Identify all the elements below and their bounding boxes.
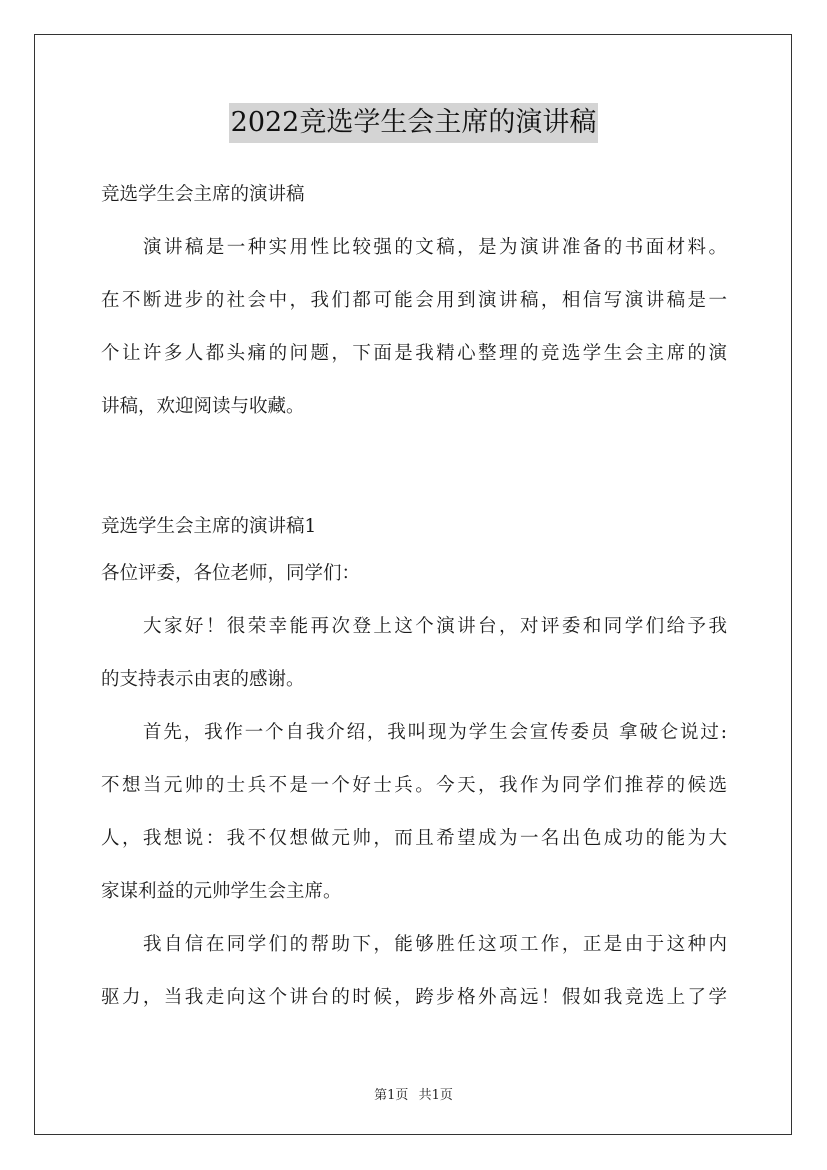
intro-line-4: 讲稿，欢迎阅读与收藏。 — [101, 396, 305, 417]
page-footer — [0, 1084, 827, 1103]
intro-line-3: 个让许多人都头痛的问题，下面是我精心整理的竞选学生会主席的演 — [101, 343, 727, 364]
document-title-wrapper — [0, 103, 827, 143]
page-number-current: 第1页 — [374, 1088, 409, 1103]
document-title: 2022竞选学生会主席的演讲稿 — [229, 103, 599, 143]
intro-line-2: 在不断进步的社会中，我们都可能会用到演讲稿，相信写演讲稿是一 — [101, 290, 727, 311]
document-body — [101, 175, 727, 1018]
para1-line-1: 大家好！很荣幸能再次登上这个演讲台，对评委和同学们给予我 — [143, 616, 727, 637]
para2-line-2: 不想当元帅的士兵不是一个好士兵。今天，我作为同学们推荐的候选 — [101, 775, 727, 796]
para3-line-1: 我自信在同学们的帮助下，能够胜任这项工作，正是由于这种内 — [143, 934, 727, 955]
para2-line-4: 家谋利益的元帅学生会主席。 — [101, 881, 342, 902]
para2-line-3: 人，我想说：我不仅想做元帅，而且希望成为一名出色成功的能为大 — [101, 828, 727, 849]
section-heading: 竞选学生会主席的演讲稿1 — [101, 516, 317, 537]
salutation: 各位评委，各位老师，同学们： — [101, 563, 361, 584]
subtitle: 竞选学生会主席的演讲稿 — [101, 184, 305, 205]
para2-line-1: 首先，我作一个自我介绍，我叫现为学生会宣传委员 拿破仑说过: — [143, 722, 727, 743]
intro-line-1: 演讲稿是一种实用性比较强的文稿，是为演讲准备的书面材料。 — [143, 237, 727, 258]
page-number-total: 共1页 — [418, 1088, 453, 1103]
para1-line-2: 的支持表示由衷的感谢。 — [101, 669, 305, 690]
para3-line-2: 驱力，当我走向这个讲台的时候，跨步格外高远！假如我竞选上了学 — [101, 987, 727, 1008]
